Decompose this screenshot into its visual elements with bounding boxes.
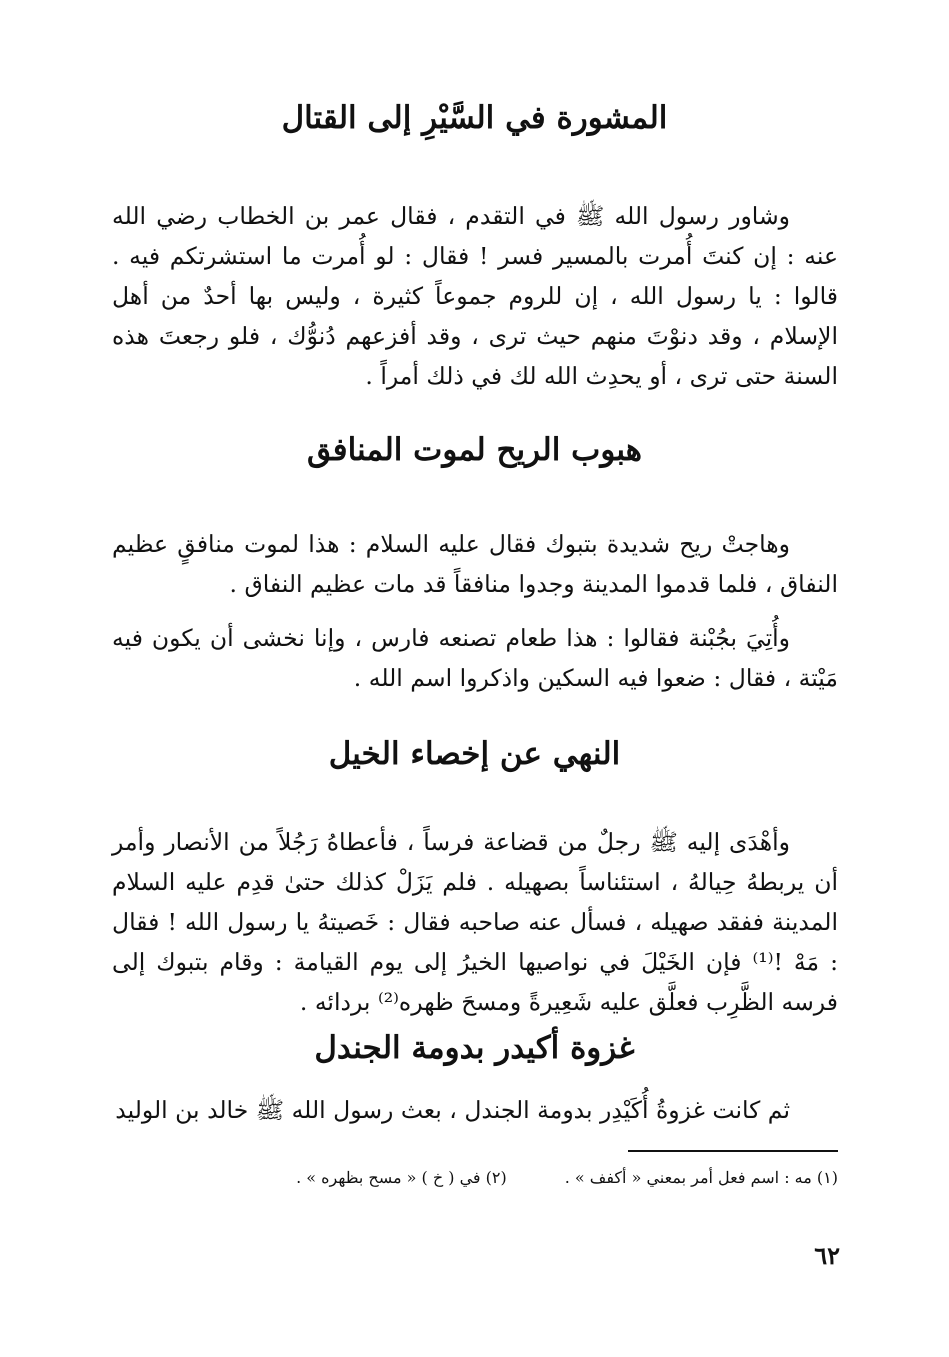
heading-horses: النهي عن إخصاء الخيل bbox=[328, 736, 621, 772]
page-number: ٦٢ bbox=[814, 1241, 840, 1270]
footnote-divider bbox=[628, 1150, 838, 1152]
paragraph-horses: وأهْدَى إليه ﷺ رجلٌ من قضاعة فرساً ، فأعطاهُ رَجُلاً من الأنصار وأمر أن يربطهُ حِيالهُ ، استئناساً بصهيله . فلم يَزَلْ كذلك حتىٰ قدِم عليه السلام المدينة ففقد صهيله ، فسأل عنه صاحبه فقال : خَصيتهُ يا رسول الله ! فقال : مَهْ !⁽¹⁾ فإن الخَيْلَ في نواصيها الخيرُ إلى يوم القيامة : وقام بتبوك إلى فرسه الظَّرِب فعلَّق عليه شَعِيرةً ومسحَ ظهره⁽²⁾ بردائه . bbox=[112, 828, 838, 1016]
heading-ukaydir: غزوة أكيدر بدومة الجندل bbox=[314, 1030, 635, 1066]
paragraph-consultation: وشاور رسول الله ﷺ في التقدم ، فقال عمر بن الخطاب رضي الله عنه : إن كنتَ أُمرت بالمسير فسر ! فقال : لو أُمرت ما استشرتكم فيه . قالوا : يا رسول الله ، إن للروم جموعاً كثيرة ، وليس بها أحدٌ من أهل الإسلام ، وقد دنوْتَ منهم حيث ترى ، وقد أفزعهم دُنوُّك ، فلو رجعتَ هذه السنة حتى ترى ، أو يحدِث الله لك في ذلك أمراً . bbox=[112, 202, 838, 390]
footnotes bbox=[150, 1166, 838, 1190]
footnote-2: (٢) في ( خ ) « مسح بظهره » . bbox=[296, 1168, 507, 1187]
paragraph-wind: وهاجتْ ريح شديدة بتبوك فقال عليه السلام : هذا لموت منافقٍ عظيم النفاق ، فلما قدموا المدينة وجدوا منافقاً قد مات عظيم النفاق . bbox=[112, 530, 838, 598]
paragraph-cheese: وأُتِيَ بجُبْنة فقالوا : هذا طعام تصنعه فارس ، وإنا نخشى أن يكون فيه مَيْتة ، فقال : ضعوا فيه السكين واذكروا اسم الله . bbox=[112, 624, 838, 692]
heading-consultation: المشورة في السَّيْرِ إلى القتال bbox=[281, 100, 668, 136]
heading-wind: هبوب الريح لموت المنافق bbox=[306, 432, 643, 468]
footnote-1: (١) مه : اسم فعل أمر بمعني « أكفف » . bbox=[564, 1168, 838, 1187]
paragraph-ukaydir: ثم كانت غزوةُ أُكَيْدِر بدومة الجندل ، بعث رسول الله ﷺ خالد بن الوليد bbox=[115, 1096, 790, 1124]
